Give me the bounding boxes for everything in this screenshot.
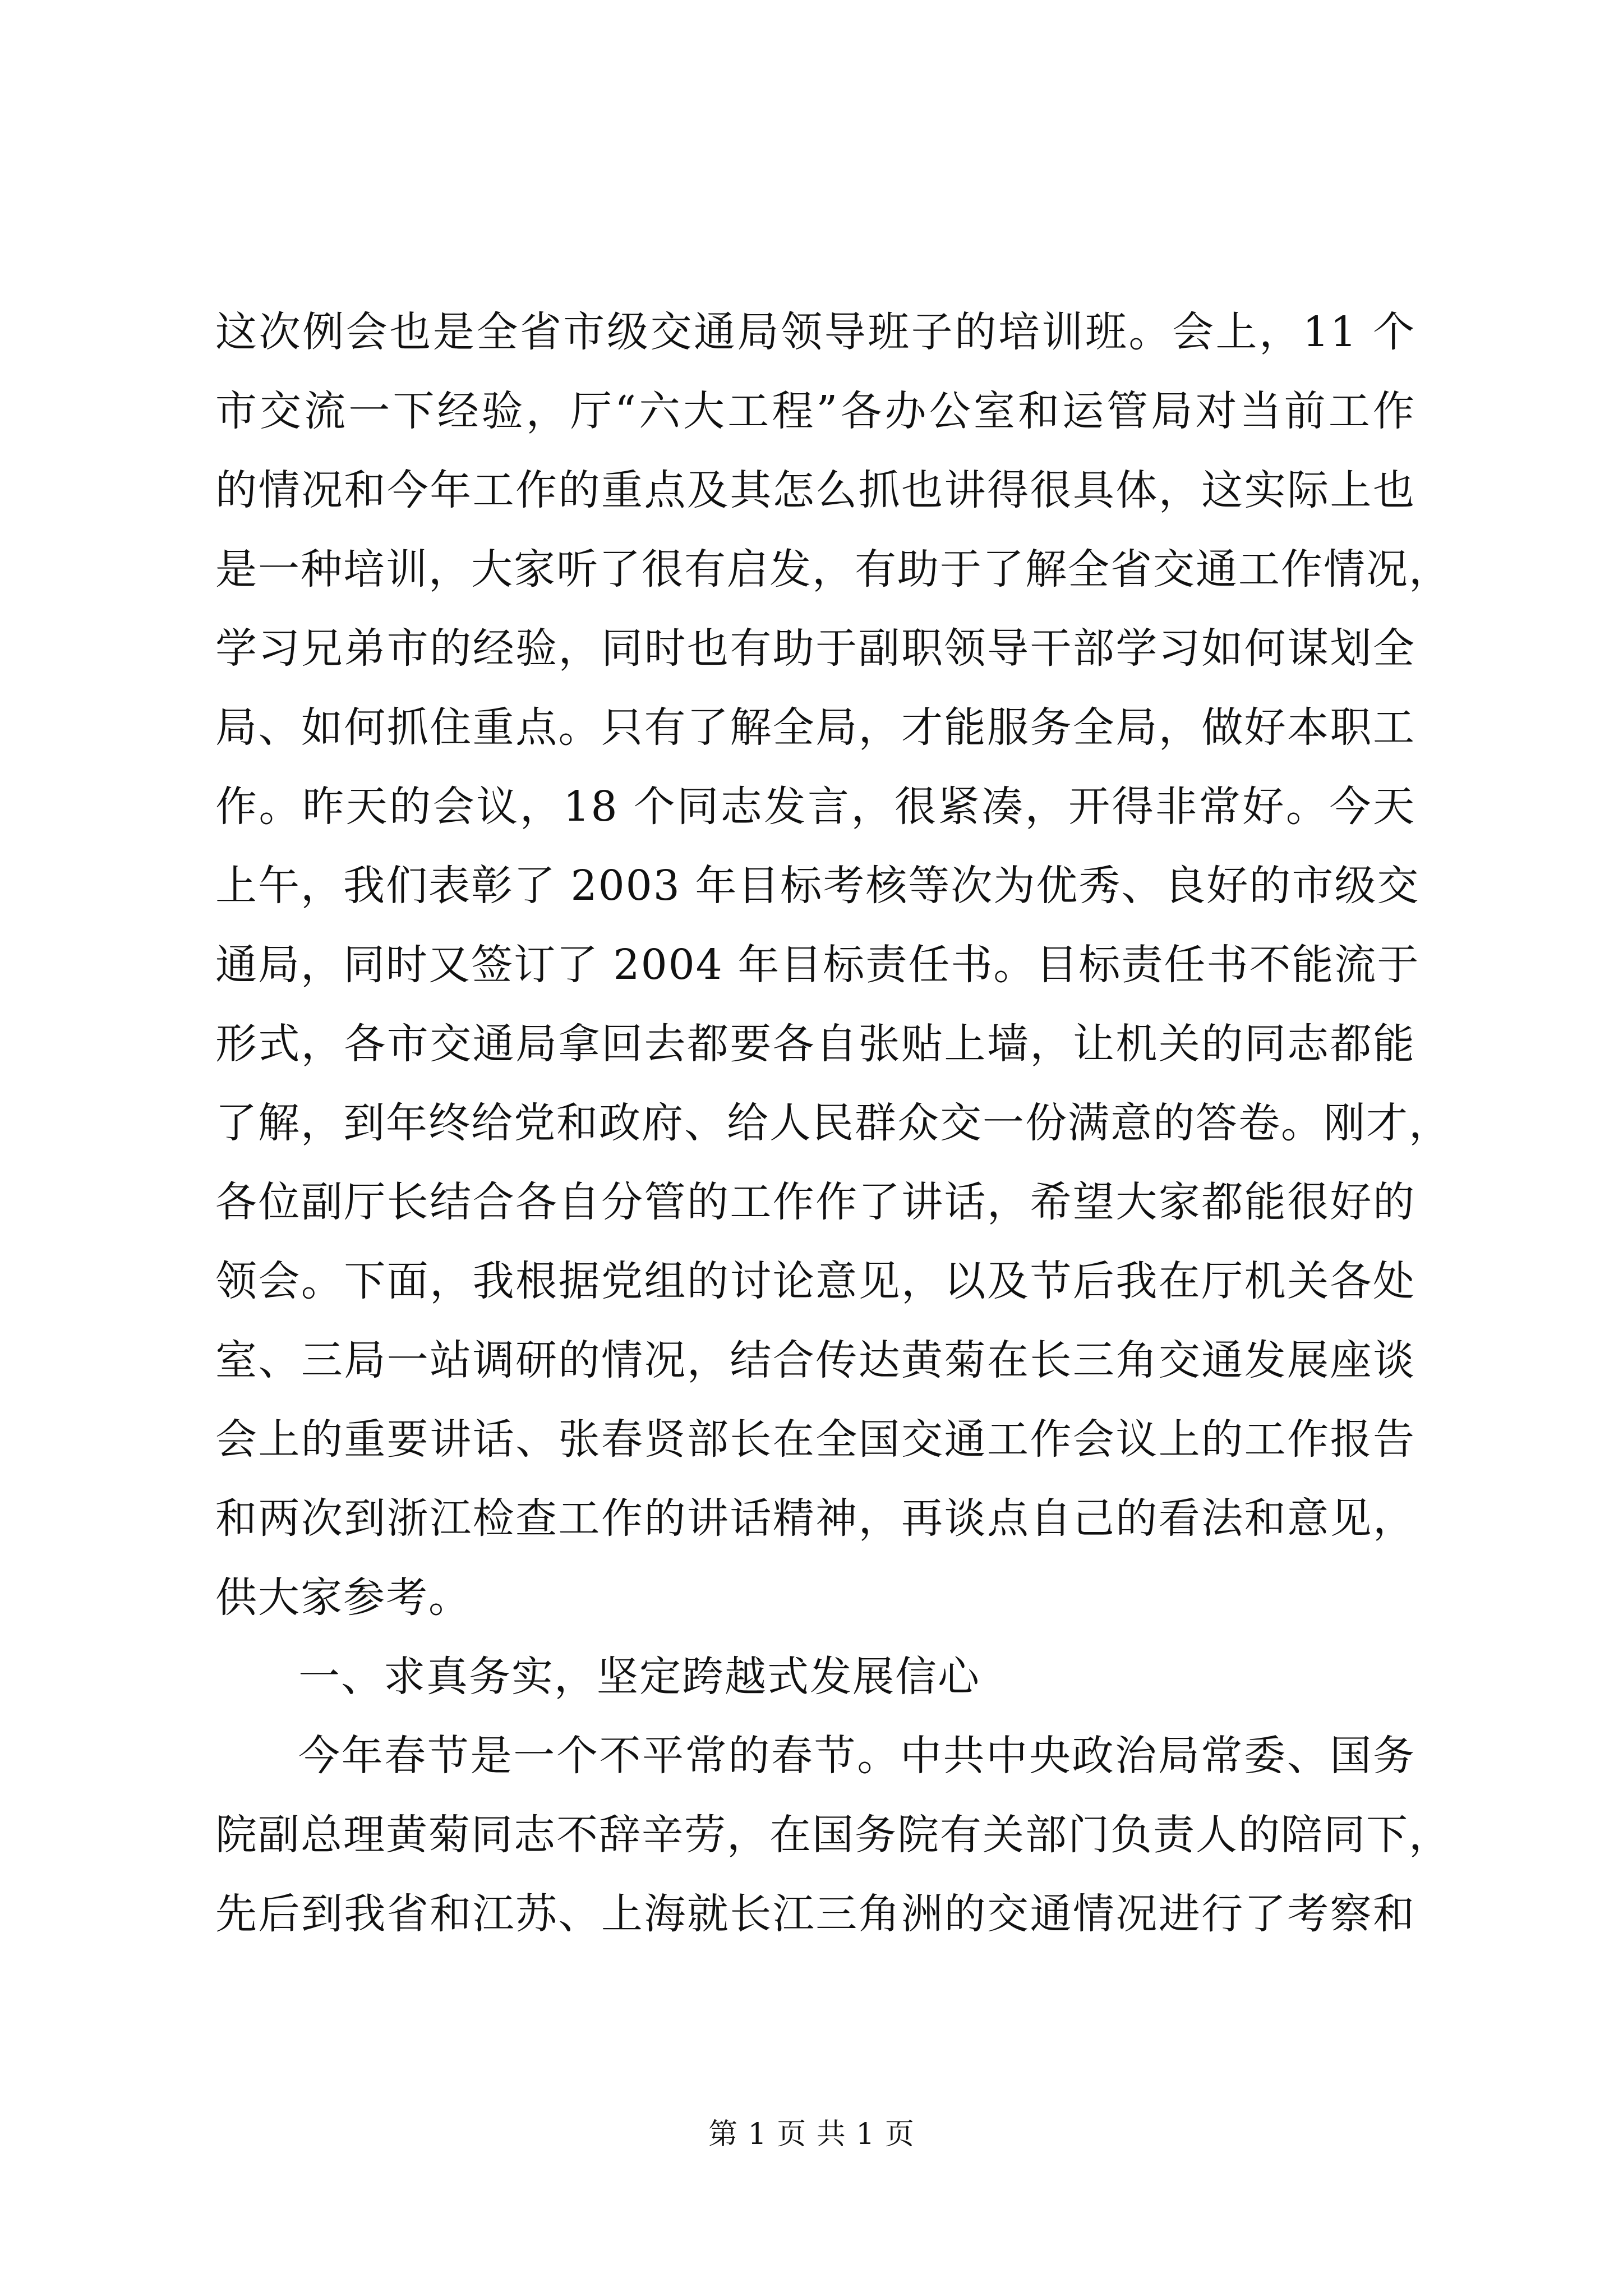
text-line: 和两次到浙江检查工作的讲话精神，再谈点自己的看法和意见，	[215, 1494, 1415, 1543]
text-line: 市交流一下经验，厅“六大工程”各办公室和运管局对当前工作	[215, 387, 1415, 435]
text-line: 的情况和今年工作的重点及其怎么抓也讲得很具体，这实际上也	[215, 466, 1415, 514]
text-line: 各位副厅长结合各自分管的工作作了讲话，希望大家都能很好的	[215, 1178, 1415, 1226]
text-line: 领会。下面，我根据党组的讨论意见，以及节后我在厅机关各处	[215, 1257, 1415, 1305]
section-heading: 一、求真务实，坚定跨越式发展信心	[298, 1653, 980, 1701]
page-footer: 第 1 页 共 1 页	[708, 2118, 915, 2151]
text-line: 这次例会也是全省市级交通局领导班子的培训班。会上，11 个	[215, 308, 1415, 356]
text-line: 学习兄弟市的经验，同时也有助于副职领导干部学习如何谋划全	[215, 624, 1415, 673]
document-body	[215, 293, 1451, 1954]
text-line: 先后到我省和江苏、上海就长江三角洲的交通情况进行了考察和	[215, 1890, 1415, 1938]
text-line: 形式，各市交通局拿回去都要各自张贴上墙，让机关的同志都能	[215, 1020, 1415, 1068]
text-line: 是一种培训，大家听了很有启发，有助于了解全省交通工作情况，	[215, 545, 1451, 593]
text-line-paragraph-start: 今年春节是一个不平常的春节。中共中央政治局常委、国务	[298, 1732, 1415, 1780]
text-line: 了解，到年终给党和政府、给人民群众交一份满意的答卷。刚才，	[215, 1099, 1451, 1147]
text-line: 上午，我们表彰了 2003 年目标考核等次为优秀、良好的市级交	[215, 862, 1420, 910]
text-line: 室、三局一站调研的情况，结合传达黄菊在长三角交通发展座谈	[215, 1336, 1415, 1384]
text-line: 通局，同时又签订了 2004 年目标责任书。目标责任书不能流于	[215, 941, 1420, 989]
text-line: 会上的重要讲话、张春贤部长在全国交通工作会议上的工作报告	[215, 1415, 1415, 1464]
text-line: 作。昨天的会议，18 个同志发言，很紧凑，开得非常好。今天	[215, 783, 1415, 831]
text-line: 局、如何抓住重点。只有了解全局，才能服务全局，做好本职工	[215, 703, 1415, 752]
text-line: 院副总理黄菊同志不辞辛劳，在国务院有关部门负责人的陪同下，	[215, 1811, 1451, 1859]
text-line-paragraph-end: 供大家参考。	[215, 1573, 471, 1622]
